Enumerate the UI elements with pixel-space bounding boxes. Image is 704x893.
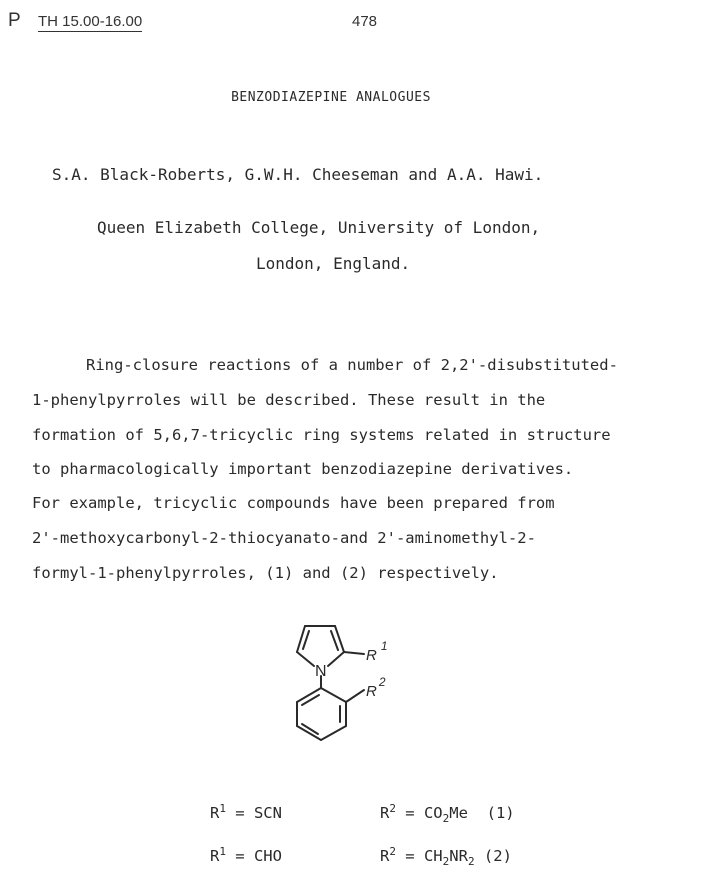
abstract-line: For example, tricyclic compounds have been prepared from	[32, 494, 555, 512]
compound-label: (1)	[486, 804, 515, 822]
formula-superscript: 1	[219, 845, 226, 858]
formula-superscript: 2	[389, 845, 396, 858]
atom-n-label: N	[315, 663, 327, 680]
formula-r2-compound-1: $R^2 = CO_2Me$ (1)	[380, 802, 515, 825]
formula-r2-compound-2: $R^2 = CH_2NR_2$ (2)	[380, 845, 512, 868]
r1-superscript: 1	[380, 639, 388, 653]
formula-superscript: 1	[219, 802, 226, 815]
page-number: 478	[352, 13, 378, 30]
r2-superscript: 2	[378, 675, 386, 689]
pyrrole-double-bond	[303, 631, 309, 649]
session-time: TH 15.00-16.00	[38, 13, 143, 30]
benzene-bond	[321, 688, 346, 702]
svg-text:R2	[366, 675, 386, 700]
compound-label: (2)	[483, 847, 512, 865]
r1-value: SCN	[253, 804, 282, 822]
paper-title: BENZODIAZEPINE ANALOGUES	[231, 90, 431, 105]
session-letter: P	[8, 10, 21, 31]
formula-r1-compound-2: $R^1$ = CHO	[210, 845, 282, 865]
r1-value: CHO	[253, 847, 282, 865]
abstract-line: to pharmacologically important benzodiazepine derivatives.	[32, 460, 574, 478]
affiliation-line-1: Queen Elizabeth College, University of London,	[97, 218, 541, 237]
chemical-structure	[280, 610, 440, 750]
formula-superscript: 2	[389, 802, 396, 815]
affiliation-line-2: London, England.	[256, 254, 411, 273]
abstract-line: 2'-methoxycarbonyl-2-thiocyanato-and 2'-aminomethyl-2-	[32, 529, 536, 547]
abstract-line: Ring-closure reactions of a number of 2,2'-disubstituted-	[86, 356, 618, 374]
pyrrole-bond	[297, 652, 314, 666]
abstract-line: 1-phenylpyrroles will be described. These result in the	[32, 391, 546, 409]
abstract-line: formyl-1-phenylpyrroles, (1) and (2) respectively.	[32, 564, 499, 582]
abstract-line: formation of 5,6,7-tricyclic ring systems related in structure	[32, 426, 611, 444]
benzene-bond	[321, 726, 346, 740]
r2-bond	[346, 690, 364, 702]
authors: S.A. Black-Roberts, G.W.H. Cheeseman and A.A. Hawi.	[52, 165, 544, 184]
svg-text:R1	[366, 639, 388, 664]
r2-label: R	[366, 683, 377, 700]
pyrrole-bond	[328, 652, 344, 666]
r1-bond	[344, 652, 364, 654]
formula-r1-compound-1: $R^1$ = SCN	[210, 802, 282, 822]
r1-label: R	[366, 647, 377, 664]
